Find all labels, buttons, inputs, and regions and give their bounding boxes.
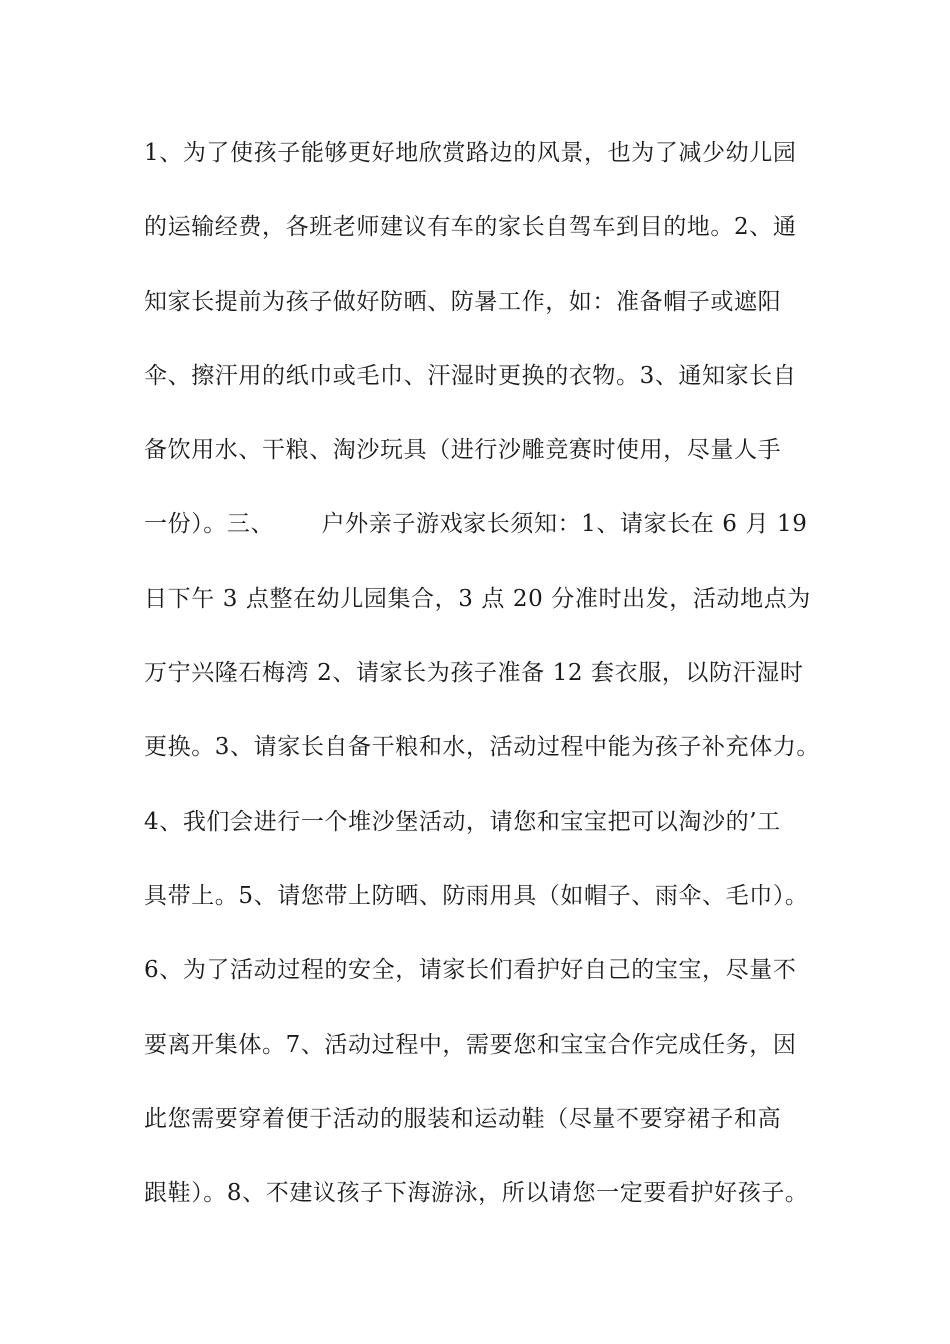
text-line: 具带上。5、请您带上防晒、防雨用具（如帽子、雨伞、毛巾）。 bbox=[144, 882, 809, 909]
body-text bbox=[144, 131, 844, 1245]
text-line: 6、为了活动过程的安全，请家长们看护好自己的宝宝，尽量不 bbox=[144, 957, 797, 984]
text-line: 伞、擦汗用的纸巾或毛巾、汗湿时更换的衣物。3、通知家长自 bbox=[144, 362, 797, 389]
text-line: 万宁兴隆石梅湾 2、请家长为孩子准备 12 套衣服，以防汗湿时 bbox=[144, 660, 804, 687]
text-line: 的运输经费，各班老师建议有车的家长自驾车到目的地。2、通 bbox=[144, 214, 797, 241]
text-line: 此您需要穿着便于活动的服装和运动鞋（尽量不要穿裙子和高 bbox=[144, 1105, 782, 1132]
text-line: 备饮用水、干粮、淘沙玩具（进行沙雕竞赛时使用，尽量人手 bbox=[144, 437, 782, 464]
text-line: 1、为了使孩子能够更好地欣赏路边的风景，也为了减少幼儿园 bbox=[144, 140, 797, 166]
text-line: 要离开集体。7、活动过程中，需要您和宝宝合作完成任务，因 bbox=[144, 1031, 797, 1058]
text-line: 跟鞋）。8、不建议孩子下海游泳，所以请您一定要看护好孩子。 bbox=[144, 1180, 809, 1207]
text-line: 更换。3、请家长自备干粮和水，活动过程中能为孩子补充体力。 bbox=[144, 734, 821, 761]
text-line: 知家长提前为孩子做好防晒、防暑工作，如：准备帽子或遮阳 bbox=[144, 288, 782, 315]
text-line: 日下午 3 点整在幼儿园集合，3 点 20 分准时出发，活动地点为 bbox=[144, 585, 811, 612]
text-line: 4、我们会进行一个堆沙堡活动，请您和宝宝把可以淘沙的’工 bbox=[144, 808, 781, 835]
text-line: 一份）。三、 户外亲子游戏家长须知：1、请家长在 6 月 19 bbox=[144, 511, 808, 538]
